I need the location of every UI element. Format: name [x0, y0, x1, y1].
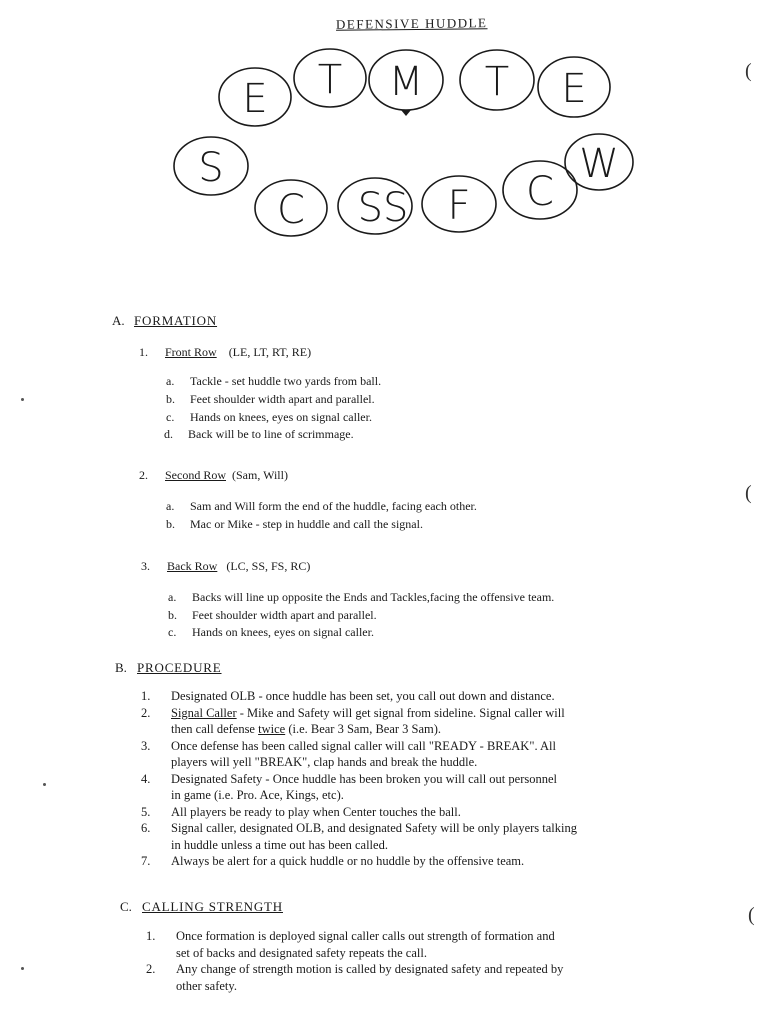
front-row — [219, 49, 610, 126]
front-row-letter: E — [242, 76, 268, 122]
group-heading — [139, 468, 288, 483]
section-letter: A. — [112, 313, 125, 328]
item-number: 2. — [146, 962, 156, 976]
strength-list — [146, 928, 563, 994]
item-text: Once defense has been called signal caller will call "READY - BREAK". All — [171, 738, 556, 753]
front-row-letter: M — [388, 59, 424, 105]
section-title: FORMATION — [134, 313, 218, 328]
item-number: 5. — [141, 804, 151, 819]
item-text: Sam and Will form the end of the huddle, facing each other. — [190, 499, 477, 513]
item-text: then call defense — [171, 722, 259, 736]
item-text: Always be alert for a quick huddle or no huddle by the offensive team. — [171, 854, 525, 868]
list-item — [141, 738, 577, 755]
item-text: (i.e. Bear 3 Sam, Bear 3 Sam). — [285, 722, 442, 736]
back-row — [174, 134, 633, 236]
list-item — [168, 625, 374, 640]
group-label: Back Row — [167, 559, 218, 573]
item-lead: Signal Caller — [171, 705, 237, 720]
list-item — [166, 410, 372, 425]
item-text: Tackle - set huddle two yards from ball. — [190, 374, 382, 388]
item-number: 7. — [141, 854, 151, 868]
section-formation-heading — [112, 313, 217, 329]
item-continuation: in game (i.e. Pro. Ace, Kings, etc). — [171, 788, 344, 802]
back-row-letter: F — [447, 183, 471, 229]
list-item — [141, 804, 577, 821]
front-row-letter: T — [317, 57, 343, 103]
item-number: 1. — [146, 929, 156, 943]
item-marker: b. — [166, 517, 175, 531]
section-strength-heading — [120, 899, 283, 915]
item-marker: b. — [168, 608, 177, 622]
item-marker: c. — [166, 410, 175, 424]
item-number: 1. — [141, 689, 151, 703]
group-detail: (Sam, Will) — [232, 468, 288, 482]
item-text: Once formation is deployed signal caller calls out strength of formation and — [176, 929, 555, 943]
item-marker: a. — [166, 374, 175, 388]
item-text: Designated OLB - once huddle has been set, you call out down and distance. — [171, 689, 555, 703]
item-continuation: other safety. — [176, 978, 237, 993]
group-number: 3. — [141, 559, 150, 573]
item-text: Any change of strength motion is called by designated safety and repeated by — [176, 962, 564, 976]
scan-speck — [21, 398, 24, 401]
margin-mark: ( — [745, 60, 752, 82]
front-row-letter: E — [561, 66, 587, 112]
list-item — [141, 705, 577, 722]
list-item — [146, 961, 563, 978]
group-label: Second Row — [165, 468, 226, 482]
margin-mark: ( — [748, 904, 755, 926]
item-number: 4. — [141, 771, 151, 786]
front-row-letter: T — [484, 59, 510, 105]
group-heading — [141, 559, 310, 574]
item-text: Backs will line up opposite the Ends and Tackles,facing the offensive team. — [192, 590, 555, 604]
item-number: 2. — [141, 705, 151, 720]
back-row-letter: C — [277, 187, 305, 233]
item-text: Hands on knees, eyes on signal caller. — [192, 625, 374, 639]
list-item — [141, 820, 577, 837]
signal-caller-marker — [401, 110, 411, 116]
list-item — [166, 517, 423, 532]
list-item — [146, 928, 563, 945]
item-marker: a. — [168, 590, 177, 604]
back-row-letter: W — [579, 141, 619, 187]
list-item — [141, 688, 577, 705]
group-heading — [139, 345, 311, 360]
section-title: PROCEDURE — [137, 660, 222, 675]
item-continuation: players will yell "BREAK", clap hands and break the huddle. — [171, 755, 478, 769]
item-text: Designated Safety - Once huddle has been broken you will call out personnel — [171, 771, 557, 786]
item-text: Signal caller, designated OLB, and designated Safety will be only players talking — [171, 821, 577, 835]
list-item — [166, 374, 381, 389]
procedure-list — [141, 688, 577, 870]
section-title: CALLING STRENGTH — [142, 899, 283, 914]
item-text: Feet shoulder width apart and parallel. — [190, 392, 375, 406]
group-detail: (LC, SS, FS, RC) — [226, 559, 311, 573]
group-label: Front Row — [165, 345, 217, 359]
item-text: Feet shoulder width apart and parallel. — [192, 608, 377, 622]
item-text: Mac or Mike - step in huddle and call the signal. — [190, 517, 423, 531]
item-continuation: in huddle unless a time out has been called. — [171, 837, 388, 852]
item-text: Hands on knees, eyes on signal caller. — [190, 410, 372, 424]
margin-mark: ( — [745, 482, 752, 504]
item-text: - Mike and Safety will get signal from sideline. Signal caller will — [236, 705, 565, 720]
list-item — [166, 499, 477, 514]
item-emphasis: twice — [258, 722, 286, 736]
item-number: 3. — [141, 738, 151, 753]
huddle-diagram — [0, 0, 768, 260]
list-item — [164, 427, 354, 442]
item-number: 6. — [141, 821, 151, 835]
item-continuation — [141, 721, 577, 738]
item-marker: c. — [168, 625, 177, 639]
list-item — [168, 590, 554, 605]
item-text: All players be ready to play when Center touches the ball. — [171, 804, 461, 819]
item-marker: d. — [164, 427, 173, 441]
list-item — [166, 392, 375, 407]
section-procedure-heading — [115, 660, 222, 676]
section-letter: B. — [115, 660, 127, 675]
group-number: 1. — [139, 345, 148, 359]
list-item — [141, 853, 577, 870]
list-item — [141, 771, 577, 788]
group-number: 2. — [139, 468, 148, 482]
list-item — [168, 608, 377, 623]
page-title: DEFENSIVE HUDDLE — [335, 15, 488, 32]
back-row-letter: SS — [357, 185, 409, 231]
item-text: Back will be to line of scrimmage. — [188, 427, 354, 441]
back-row-letter: C — [526, 169, 554, 215]
group-detail: (LE, LT, RT, RE) — [228, 345, 312, 359]
back-row-letter: S — [198, 145, 224, 191]
scan-speck — [21, 967, 24, 970]
item-continuation: set of backs and designated safety repeats the call. — [176, 945, 427, 960]
item-marker: a. — [166, 499, 175, 513]
section-letter: C. — [120, 899, 132, 914]
item-marker: b. — [166, 392, 175, 406]
scan-speck — [43, 783, 46, 786]
